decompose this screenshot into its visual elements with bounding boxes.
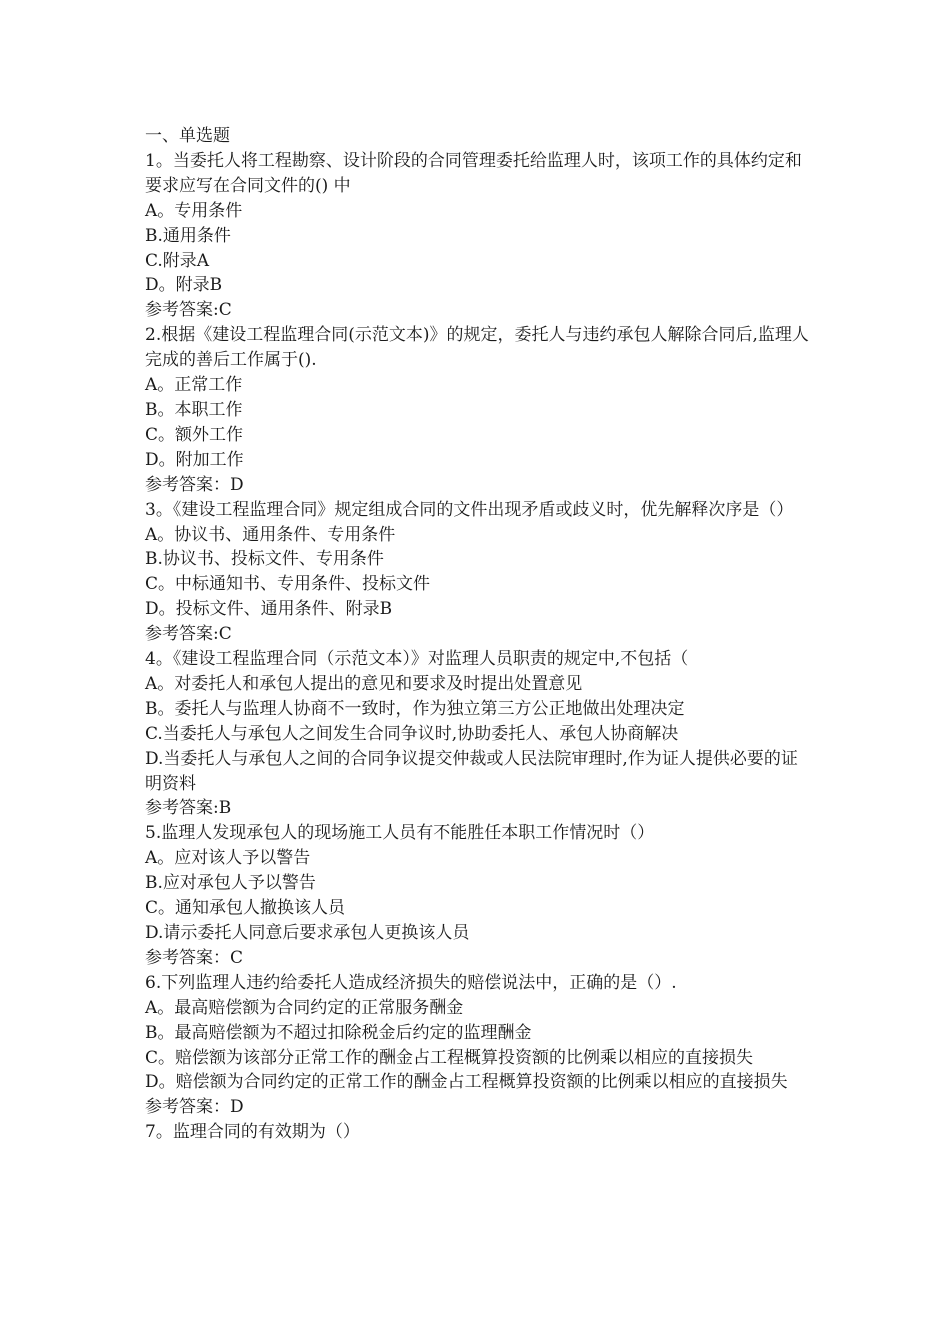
section-title: 一、单选题 xyxy=(145,126,230,146)
answer-text: 参考答案:C xyxy=(145,300,232,321)
option-a: A。应对该人予以警告 xyxy=(145,848,311,869)
question-text: 4。《建设工程监理合同（示范文本）》对监理人员职责的规定中,不包括（ xyxy=(145,649,689,670)
question-block-6 xyxy=(145,971,813,1120)
document-body xyxy=(145,124,813,1145)
option-d: D。投标文件、通用条件、附录B xyxy=(145,599,393,620)
option-a: A。对委托人和承包人提出的意见和要求及时提出处置意见 xyxy=(145,673,583,694)
option-d: D。赔偿额为合同约定的正常工作的酬金占工程概算投资额的比例乘以相应的直接损失 xyxy=(145,1072,788,1093)
question-text: 6.下列监理人违约给委托人造成经济损失的赔偿说法中，正确的是（）. xyxy=(145,972,677,993)
answer-text: 参考答案：D xyxy=(145,474,244,495)
question-block-5 xyxy=(145,821,813,970)
question-block-2 xyxy=(145,323,813,497)
option-c: C。中标通知书、专用条件、投标文件 xyxy=(145,574,431,595)
question-text: 7。监理合同的有效期为（） xyxy=(145,1122,360,1143)
question-block-3 xyxy=(145,498,813,647)
question-text: 3。《建设工程监理合同》规定组成合同的文件出现矛盾或歧义时，优先解释次序是（） xyxy=(145,499,794,520)
option-a: A。正常工作 xyxy=(145,375,243,396)
question-block-7 xyxy=(145,1120,813,1145)
option-d: D。附加工作 xyxy=(145,449,244,470)
answer-text: 参考答案：D xyxy=(145,1097,244,1118)
option-b: B.协议书、投标文件、专用条件 xyxy=(145,549,384,570)
option-c: C。赔偿额为该部分正常工作的酬金占工程概算投资额的比例乘以相应的直接损失 xyxy=(145,1047,754,1068)
option-a: A。协议书、通用条件、专用条件 xyxy=(145,524,396,545)
question-text: 2.根据《建设工程监理合同(示范文本)》的规定，委托人与违约承包人解除合同后,监理人完成的善后工作属于(). xyxy=(145,325,809,371)
option-c: C。通知承包人撤换该人员 xyxy=(145,898,346,919)
option-c: C.附录A xyxy=(145,250,210,271)
question-block-1 xyxy=(145,149,813,323)
option-a: A。专用条件 xyxy=(145,200,243,221)
answer-text: 参考答案：C xyxy=(145,947,244,968)
option-a: A。最高赔偿额为合同约定的正常服务酬金 xyxy=(145,997,464,1018)
answer-text: 参考答案:B xyxy=(145,798,232,819)
option-b: B.应对承包人予以警告 xyxy=(145,873,316,894)
option-b: B。本职工作 xyxy=(145,399,243,420)
option-b: B。委托人与监理人协商不一致时，作为独立第三方公正地做出处理决定 xyxy=(145,698,685,719)
answer-text: 参考答案:C xyxy=(145,624,232,645)
option-b: B.通用条件 xyxy=(145,225,231,246)
option-c: C。额外工作 xyxy=(145,424,244,445)
option-b: B。最高赔偿额为不超过扣除税金后约定的监理酬金 xyxy=(145,1022,532,1043)
option-c: C.当委托人与承包人之间发生合同争议时,协助委托人、承包人协商解决 xyxy=(145,723,679,744)
option-d: D.当委托人与承包人之间的合同争议提交仲裁或人民法院审理时,作为证人提供必要的证明资料 xyxy=(145,748,798,794)
option-d: D.请示委托人同意后要求承包人更换该人员 xyxy=(145,923,470,943)
question-text: 1。当委托人将工程勘察、设计阶段的合同管理委托给监理人时，该项工作的具体约定和要求应写在合同文件的() 中 xyxy=(145,150,802,196)
question-text: 5.监理人发现承包人的现场施工人员有不能胜任本职工作情况时（） xyxy=(145,823,655,844)
question-block-4 xyxy=(145,647,813,821)
option-d: D。附录B xyxy=(145,275,223,296)
